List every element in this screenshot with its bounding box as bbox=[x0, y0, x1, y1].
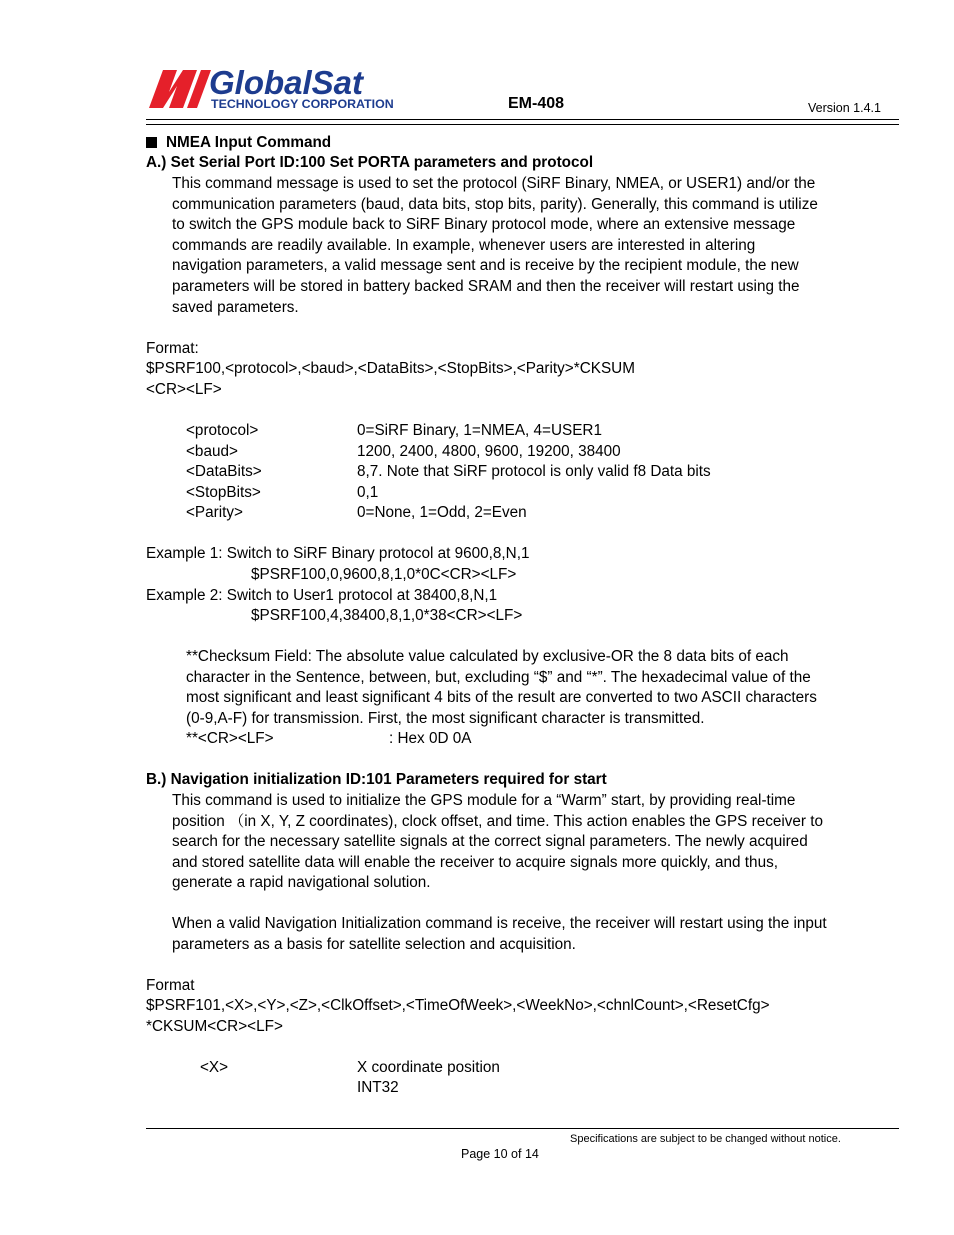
example-2: Example 2: Switch to User1 protocol at 38400,8,N,1 bbox=[146, 587, 498, 604]
param-name: <X> bbox=[200, 1059, 229, 1076]
format-label-b: Format bbox=[146, 977, 195, 994]
example-2-command: $PSRF100,4,38400,8,1,0*38<CR><LF> bbox=[251, 607, 523, 624]
format-command-b: $PSRF101,<X>,<Y>,<Z>,<ClkOffset>,<TimeOfWeek>,<WeekNo>,<chnlCount>,<ResetCfg> bbox=[146, 997, 770, 1014]
format-command-end: <CR><LF> bbox=[146, 381, 222, 398]
square-bullet-icon bbox=[146, 137, 157, 148]
param-name: <DataBits> bbox=[186, 463, 262, 480]
param-name: <baud> bbox=[186, 443, 238, 460]
logo-wordmark: GlobalSat bbox=[209, 64, 364, 101]
param-type: INT32 bbox=[357, 1079, 399, 1096]
param-name: <StopBits> bbox=[186, 484, 261, 501]
format-label: Format: bbox=[146, 340, 199, 357]
example-1: Example 1: Switch to SiRF Binary protocol at 9600,8,N,1 bbox=[146, 545, 530, 562]
section-b-body: This command is used to initialize the GPS module for a “Warm” start, by providing real-time position （in X, Y, Z coordinates), clock offset, and time. This action enables the GPS receiver to search for the necessary satellite signals at the correct signal parameters. The newly acquired and stored satellite data will enable the receiver to acquire signals more quickly, and thus, generate a rapid navigational solution. bbox=[172, 792, 824, 892]
section-a-body: This command message is used to set the protocol (SiRF Binary, NMEA, or USER1) and/or the communication parameters (baud, data bits, stop bits, parity). Generally, this command is utilize to switch the GPS module back to SiRF Binary protocol mode, where an extensive message commands are readily available. In example, whenever users are interested in altering navigation parameters, a valid message sent and is receive by the recipient module, the new parameters will be stored in battery backed SRAM and then the receiver will restart using the saved parameters. bbox=[172, 175, 818, 316]
header-rule-2 bbox=[146, 124, 899, 125]
section-a-heading: A.) Set Serial Port ID:100 Set PORTA parameters and protocol bbox=[146, 154, 594, 171]
example-1-command: $PSRF100,0,9600,8,1,0*0C<CR><LF> bbox=[251, 566, 517, 583]
footer-notice: Specifications are subject to be changed without notice. bbox=[570, 1133, 841, 1145]
logo-subtitle: TECHNOLOGY CORPORATION bbox=[211, 97, 394, 111]
format-command-b-end: *CKSUM<CR><LF> bbox=[146, 1018, 283, 1035]
param-desc: X coordinate position bbox=[357, 1059, 500, 1076]
model-name: EM-408 bbox=[508, 95, 565, 112]
format-command: $PSRF100,<protocol>,<baud>,<DataBits>,<StopBits>,<Parity>*CKSUM bbox=[146, 360, 635, 377]
param-name: <protocol> bbox=[186, 422, 259, 439]
page-number: Page 10 of 14 bbox=[461, 1147, 539, 1161]
param-desc: 1200, 2400, 4800, 9600, 19200, 38400 bbox=[357, 443, 621, 460]
section-title: NMEA Input Command bbox=[146, 133, 331, 154]
param-desc: 8,7. Note that SiRF protocol is only valid f8 Data bits bbox=[357, 463, 711, 480]
crlf-label: **<CR><LF> bbox=[186, 730, 274, 747]
header-rule bbox=[146, 119, 899, 120]
crlf-value: : Hex 0D 0A bbox=[389, 730, 472, 747]
param-name: <Parity> bbox=[186, 504, 243, 521]
logo-mark-icon bbox=[149, 70, 211, 108]
checksum-note: **Checksum Field: The absolute value calculated by exclusive-OR the 8 data bits of each character in the Sentence, between, but, excluding “$” and “*”. The hexadecimal value of the most significant and least significant 4 bits of the result are converted to two ASCII characters (0-9,A-F) for transmission. First, the most significant character is transmitted. bbox=[186, 648, 817, 727]
section-b-heading: B.) Navigation initialization ID:101 Parameters required for start bbox=[146, 771, 607, 788]
section-b-body-2: When a valid Navigation Initialization command is receive, the receiver will restart using the input parameters as a basis for satellite selection and acquisition. bbox=[172, 915, 827, 953]
footer-rule bbox=[146, 1128, 899, 1129]
globalsat-logo bbox=[147, 62, 397, 112]
param-desc: 0=None, 1=Odd, 2=Even bbox=[357, 504, 527, 521]
param-desc: 0,1 bbox=[357, 484, 379, 501]
param-desc: 0=SiRF Binary, 1=NMEA, 4=USER1 bbox=[357, 422, 602, 439]
version-label: Version 1.4.1 bbox=[808, 101, 881, 115]
